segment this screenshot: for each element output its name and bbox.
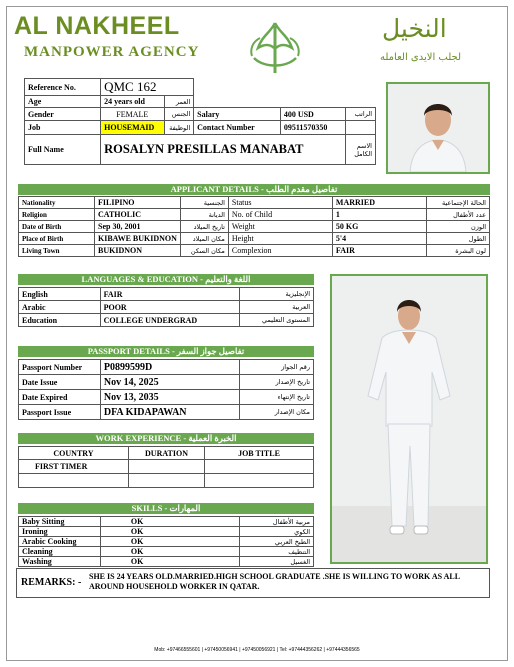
language-label: Education [19, 314, 101, 327]
applicant-label2-ar: الطول [426, 233, 489, 245]
applicant-label-ar: تاريخ الميلاد [180, 221, 228, 233]
applicant-label-ar: الجنسية [180, 197, 228, 209]
skill-value: OK [100, 527, 239, 537]
applicant-row [19, 221, 490, 233]
ref-label: Reference No. [25, 79, 101, 96]
applicant-label2: Height [228, 233, 332, 245]
languages-section-header: LANGUAGES & EDUCATION - اللغة والتعليم [18, 274, 314, 285]
applicant-value: FILIPINO [95, 197, 181, 209]
skill-value: OK [100, 547, 239, 557]
language-value: FAIR [100, 288, 240, 301]
gender-value: FEMALE [101, 108, 164, 121]
applicant-label: Place of Birth [19, 233, 95, 245]
skill-value: OK [100, 517, 239, 527]
agency-subtitle-en: MANPOWER AGENCY [24, 44, 200, 60]
applicant-label: Religion [19, 209, 95, 221]
skill-row [19, 537, 314, 547]
applicant-label-ar: مكان الميلاد [180, 233, 228, 245]
remarks-text: SHE IS 24 YEARS OLD.MARRIED.HIGH SCHOOL GRADUATE .SHE IS WILLING TO WORK AS ALL AROUND HOUSEHOLD WORKER IN QATAR. [89, 572, 460, 591]
applicant-label2: No. of Child [228, 209, 332, 221]
skill-label-ar: الغسيل [240, 557, 314, 567]
passport-row [19, 390, 314, 405]
applicant-value: CATHOLIC [95, 209, 181, 221]
language-label: English [19, 288, 101, 301]
language-row [19, 314, 314, 327]
age-label: Age [25, 96, 101, 108]
applicant-value: KIBAWE BUKIDNON [95, 233, 181, 245]
language-value: POOR [100, 301, 240, 314]
passport-row [19, 375, 314, 390]
passport-row [19, 360, 314, 375]
applicant-row [19, 209, 490, 221]
age-ar: العمر [164, 96, 194, 108]
skill-value: OK [100, 557, 239, 567]
passport-value: Nov 13, 2035 [100, 390, 239, 405]
applicant-label2: Status [228, 197, 332, 209]
agency-name-ar: النخيل [382, 14, 447, 43]
contact-label: Contact Number [194, 121, 281, 135]
applicant-value2: 1 [332, 209, 426, 221]
language-row [19, 301, 314, 314]
col-job-title: JOB TITLE [205, 447, 314, 460]
remarks-box [16, 568, 490, 598]
applicant-value2: 5'4 [332, 233, 426, 245]
agency-logo-icon [240, 18, 310, 78]
applicant-table [18, 196, 490, 257]
job-ar: الوظيفة [164, 121, 194, 135]
skill-label-ar: الطبخ العربي [240, 537, 314, 547]
applicant-value2: FAIR [332, 245, 426, 257]
applicant-label: Date of Birth [19, 221, 95, 233]
footer-contacts: Mob: +97466555601 | +97450056941 | +97450056921 | Tel: +97444356262 | +97444356565 [154, 647, 360, 653]
applicant-value2: MARRIED [332, 197, 426, 209]
agency-subtitle-ar: لجلب الايدى العامله [380, 52, 462, 63]
reference-table [24, 78, 376, 165]
language-label-ar: الإنجليزية [240, 288, 314, 301]
applicant-label: Nationality [19, 197, 95, 209]
applicant-row [19, 197, 490, 209]
language-label-ar: المستوى التعليمي [240, 314, 314, 327]
applicant-label: Living Town [19, 245, 95, 257]
person-headshot-icon [388, 84, 488, 172]
skill-label: Cleaning [19, 547, 101, 557]
passport-value: P0899599D [100, 360, 239, 375]
agency-name-en: AL NAKHEEL [14, 12, 180, 40]
applicant-row [19, 245, 490, 257]
language-label: Arabic [19, 301, 101, 314]
skill-value: OK [100, 537, 239, 547]
passport-label-ar: مكان الإصدار [240, 405, 314, 420]
applicant-photo-full [330, 274, 488, 564]
col-duration: DURATION [129, 447, 205, 460]
passport-value: DFA KIDAPAWAN [100, 405, 239, 420]
skill-label-ar: الكوي [240, 527, 314, 537]
applicant-value: Sep 30, 2001 [95, 221, 181, 233]
gender-ar: الجنس [164, 108, 194, 121]
passport-label: Date Issue [19, 375, 101, 390]
work-first-timer: FIRST TIMER [19, 460, 129, 474]
applicant-value: BUKIDNON [95, 245, 181, 257]
job-value: HOUSEMAID [101, 121, 164, 135]
person-fullbody-icon [332, 276, 486, 562]
fullname-ar: الاسم الكامل [346, 135, 376, 165]
passport-label-ar: رقم الجواز [240, 360, 314, 375]
language-value: COLLEGE UNDERGRAD [100, 314, 240, 327]
passport-label: Date Expired [19, 390, 101, 405]
applicant-value2: 50 KG [332, 221, 426, 233]
ref-value: QMC 162 [101, 79, 194, 96]
applicant-section-header: APPLICANT DETAILS - تفاصيل مقدم الطلب [18, 184, 490, 195]
skills-section-header: SKILLS - المهارات [18, 503, 314, 514]
passport-label-ar: تاريخ الإنتهاء [240, 390, 314, 405]
age-value: 24 years old [101, 96, 164, 108]
applicant-label2-ar: الحالة الإجتماعية [426, 197, 489, 209]
work-section-header: WORK EXPERIENCE - الخبرة العملية [18, 433, 314, 444]
skill-label: Baby Sitting [19, 517, 101, 527]
passport-section-header: PASSPORT DETAILS - تفاصيل جواز السفر [18, 346, 314, 357]
applicant-label-ar: الديانة [180, 209, 228, 221]
skill-row [19, 547, 314, 557]
skill-label-ar: التنظيف [240, 547, 314, 557]
skill-label: Washing [19, 557, 101, 567]
languages-table [18, 287, 314, 327]
applicant-label2: Weight [228, 221, 332, 233]
salary-label: Salary [194, 108, 281, 121]
skill-row [19, 517, 314, 527]
applicant-label2-ar: عدد الأطفال [426, 209, 489, 221]
gender-label: Gender [25, 108, 101, 121]
skill-row [19, 557, 314, 567]
skill-label: Arabic Cooking [19, 537, 101, 547]
applicant-label2-ar: الوزن [426, 221, 489, 233]
language-label-ar: العربية [240, 301, 314, 314]
fullname-value: ROSALYN PRESILLAS MANABAT [101, 135, 346, 165]
col-country: COUNTRY [19, 447, 129, 460]
salary-ar: الراتب [346, 108, 376, 121]
skill-label: Ironing [19, 527, 101, 537]
passport-label: Passport Issue [19, 405, 101, 420]
skills-table [18, 516, 314, 567]
passport-table [18, 359, 314, 420]
applicant-row [19, 233, 490, 245]
work-table [18, 446, 314, 488]
applicant-photo-small [386, 82, 490, 174]
remarks-label: REMARKS: - [21, 577, 82, 588]
salary-value: 400 USD [280, 108, 346, 121]
passport-value: Nov 14, 2025 [100, 375, 239, 390]
language-row [19, 288, 314, 301]
skill-row [19, 527, 314, 537]
passport-label: Passport Number [19, 360, 101, 375]
skill-label-ar: مربية الأطفال [240, 517, 314, 527]
passport-row [19, 405, 314, 420]
applicant-label2: Complexion [228, 245, 332, 257]
contact-value: 09511570350 [280, 121, 346, 135]
job-label: Job [25, 121, 101, 135]
applicant-label-ar: مكان السكن [180, 245, 228, 257]
fullname-label: Full Name [25, 135, 101, 165]
applicant-label2-ar: لون البشرة [426, 245, 489, 257]
passport-label-ar: تاريخ الإصدار [240, 375, 314, 390]
